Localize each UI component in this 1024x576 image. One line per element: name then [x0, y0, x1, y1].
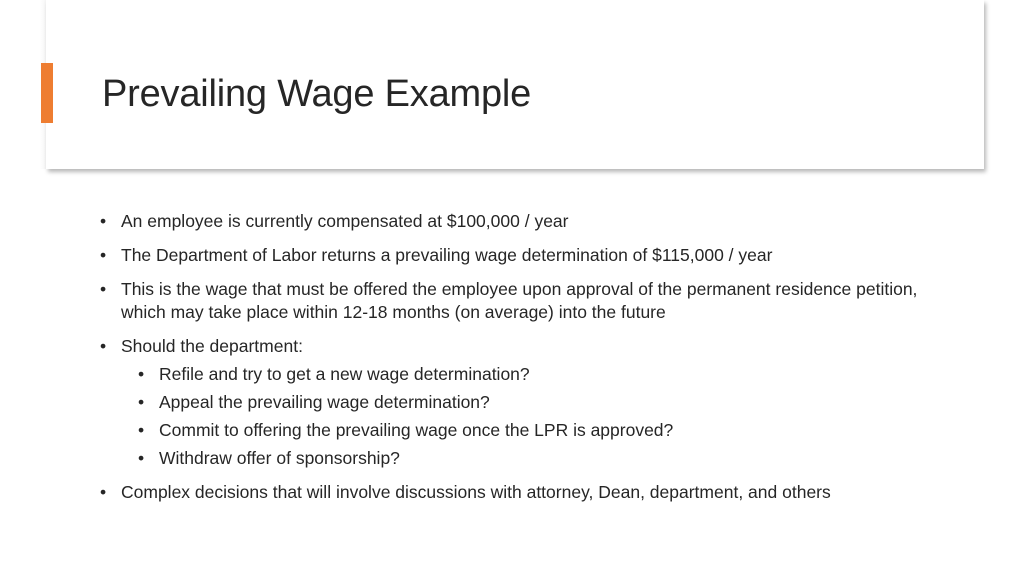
sub-bullet-item: • Withdraw offer of sponsorship?: [138, 447, 940, 470]
bullet-item: • An employee is currently compensated at $100,000 / year: [100, 210, 940, 233]
bullet-item: • This is the wage that must be offered the employee upon approval of the permanent residence petition, which may take place within 12-18 months (on average) into the future: [100, 278, 940, 324]
sub-bullet-item: • Commit to offering the prevailing wage once the LPR is approved?: [138, 419, 940, 442]
bullet-item: • Complex decisions that will involve discussions with attorney, Dean, department, and others: [100, 481, 940, 504]
sub-bullet-list: [138, 363, 940, 470]
bullet-item: • The Department of Labor returns a prevailing wage determination of $115,000 / year: [100, 244, 940, 267]
slide-title: Prevailing Wage Example: [102, 73, 532, 115]
sub-bullet-item: • Appeal the prevailing wage determination?: [138, 391, 940, 414]
bullet-list: [100, 210, 940, 504]
bullet-item-with-subitems: [100, 335, 940, 470]
title-accent-bar: [41, 63, 53, 123]
bullet-item-label: Should the department:: [121, 336, 303, 356]
slide-body: [100, 210, 940, 515]
sub-bullet-item: • Refile and try to get a new wage determination?: [138, 363, 940, 386]
